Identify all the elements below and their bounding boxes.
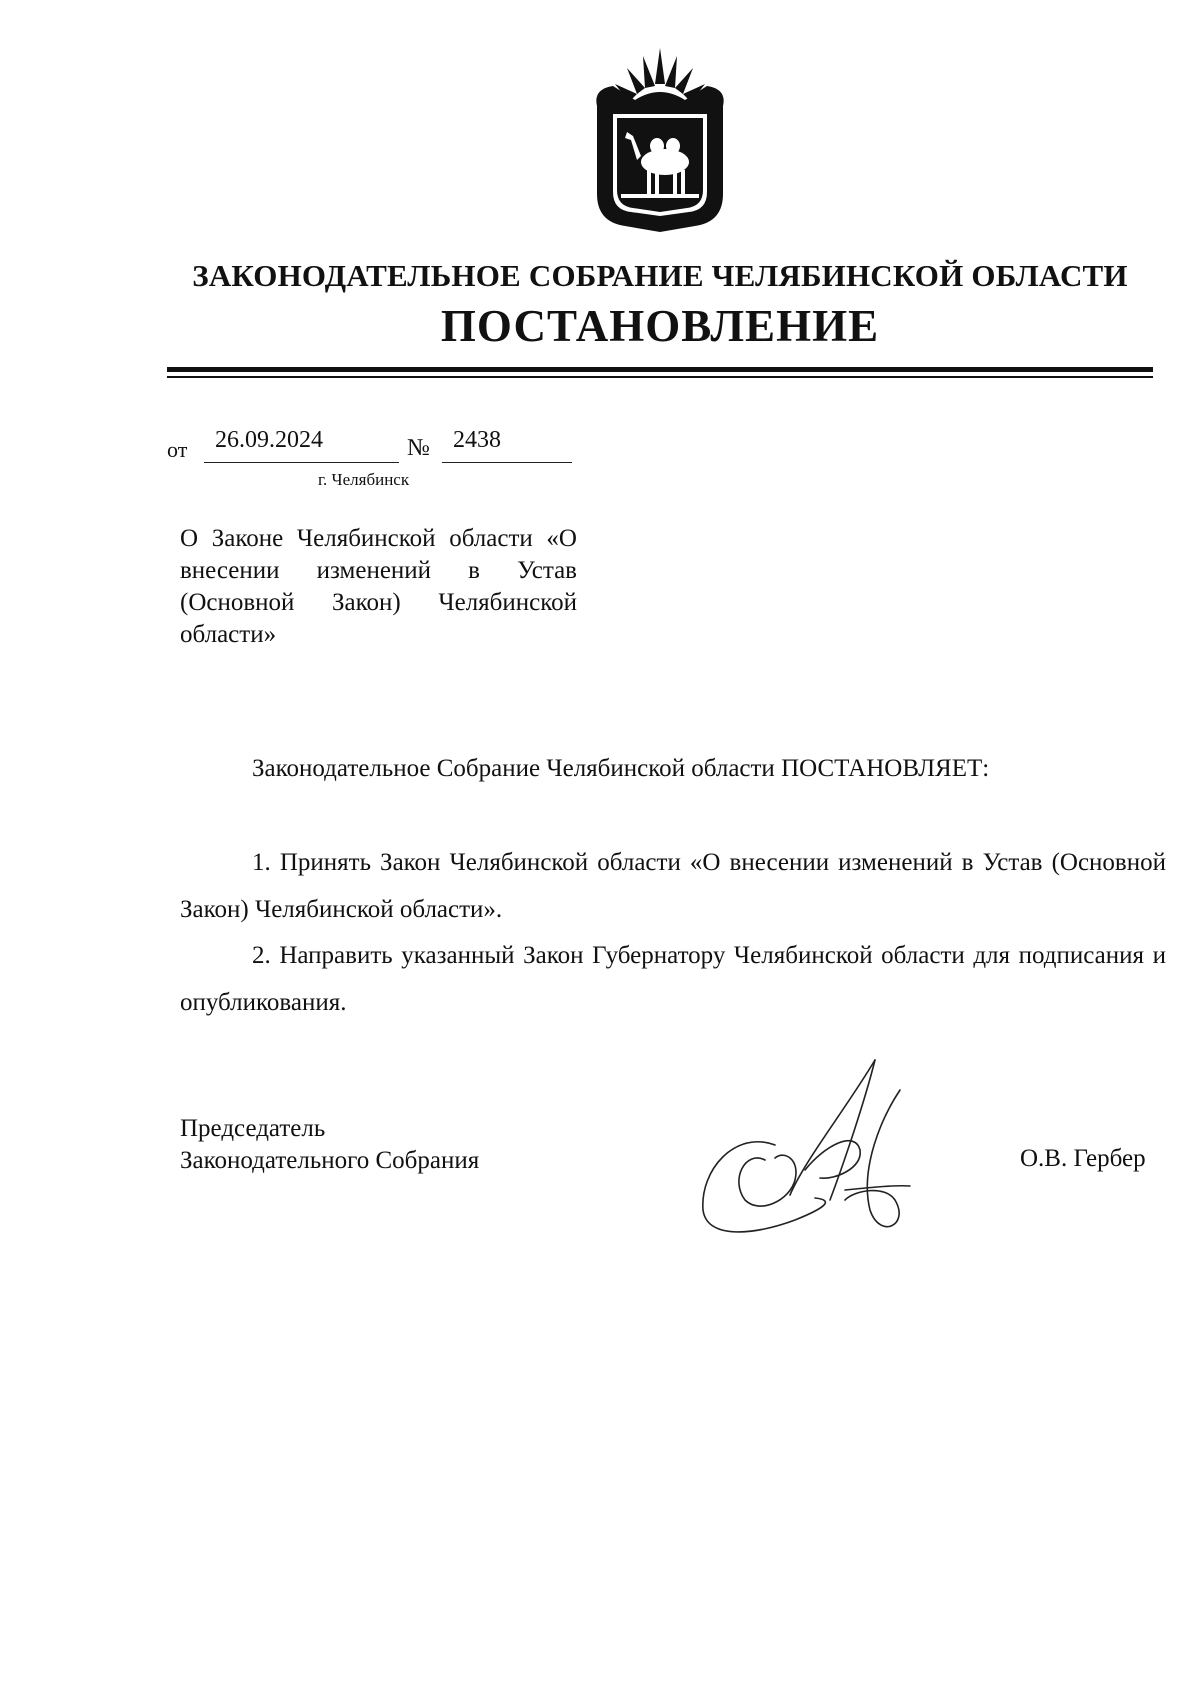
resolution-item-2: 2. Направить указанный Закон Губернатору Челябинской области для подписания и опубликования. — [180, 942, 1166, 1016]
document-subject: О Законе Челябинской области «О внесении изменений в Устав (Основной Закон) Челябинской области» — [180, 525, 577, 648]
document-date: 26.09.2024 — [215, 427, 323, 453]
resolution-item-1: 1. Принять Закон Челябинской области «О внесении изменений в Устав (Основной Закон) Челябинской области». — [180, 849, 1166, 923]
city-label: г. Челябинск — [318, 470, 410, 489]
chelyabinsk-coat-of-arms-icon — [585, 44, 735, 234]
document-number: 2438 — [453, 427, 501, 453]
preamble: Законодательное Собрание Челябинской области ПОСТАНОВЛЯЕТ: — [252, 755, 990, 782]
signatory-position — [180, 1113, 479, 1177]
number-underline — [442, 462, 572, 463]
position-line-2: Законодательного Собрания — [180, 1147, 480, 1174]
position-line-1: Председатель — [180, 1115, 326, 1142]
header-divider-thick — [167, 367, 1153, 372]
organization-title: ЗАКОНОДАТЕЛЬНОЕ СОБРАНИЕ ЧЕЛЯБИНСКОЙ ОБЛАСТИ — [192, 258, 1128, 293]
document-type-title: ПОСТАНОВЛЕНИЕ — [440, 301, 880, 351]
number-label: № — [407, 435, 430, 461]
handwritten-signature-icon — [695, 1050, 945, 1250]
header-divider-thin — [167, 376, 1153, 378]
date-label: от — [167, 437, 188, 462]
date-underline — [204, 462, 399, 463]
signatory-name: О.В. Гербер — [1020, 1145, 1146, 1172]
